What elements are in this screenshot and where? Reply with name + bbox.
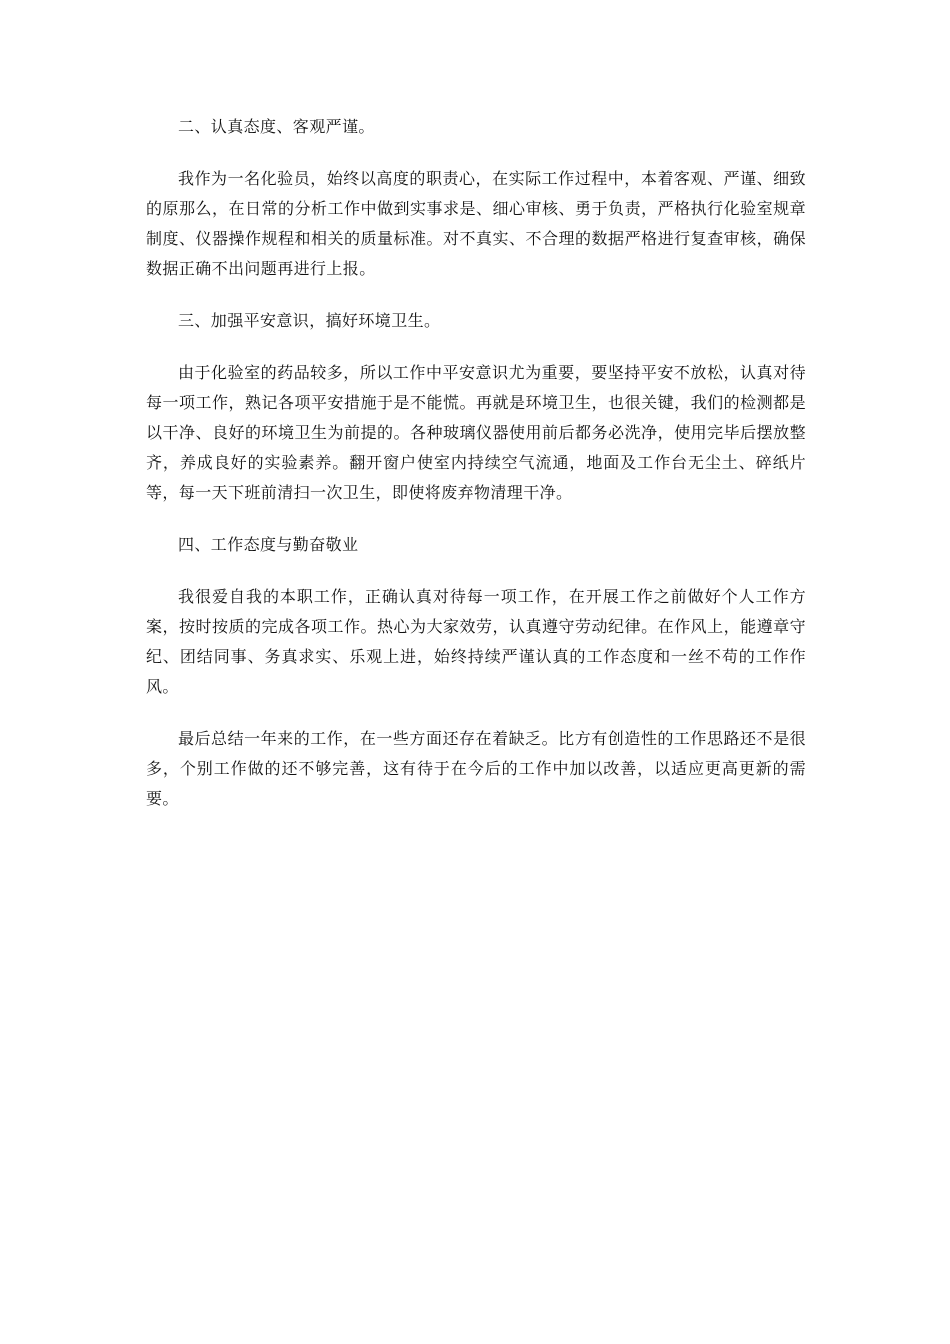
section-heading-4: 四、工作态度与勤奋敬业: [178, 535, 359, 554]
section-heading-3: 三、加强平安意识，搞好环境卫生。: [178, 311, 441, 330]
closing-paragraph: 最后总结一年来的工作，在一些方面还存在着缺乏。比方有创造性的工作思路还不是很多，个别工作做的还不够完善，这有待于在今后的工作中加以改善，以适应更高更新的需要。: [146, 729, 806, 808]
section-heading-2: 二、认真态度、客观严谨。: [178, 117, 375, 136]
section-paragraph-2: 我作为一名化验员，始终以高度的职责心，在实际工作过程中，本着客观、严谨、细致的原那么，在日常的分析工作中做到实事求是、细心审核、勇于负责，严格执行化验室规章制度、仪器操作规程和相关的质量标准。对不真实、不合理的数据严格进行复查审核，确保数据正确不出问题再进行上报。: [146, 169, 806, 278]
section-paragraph-3: 由于化验室的药品较多，所以工作中平安意识尤为重要，要坚持平安不放松，认真对待每一项工作，熟记各项平安措施于是不能慌。再就是环境卫生，也很关键，我们的检测都是以干净、良好的环境卫生为前提的。各种玻璃仪器使用前后都务必洗净，使用完毕后摆放整齐，养成良好的实验素养。翻开窗户使室内持续空气流通，地面及工作台无尘土、碎纸片等，每一天下班前清扫一次卫生，即使将废弃物清理干净。: [146, 363, 806, 502]
document-body: [146, 112, 806, 836]
section-paragraph-4: 我很爱自我的本职工作，正确认真对待每一项工作，在开展工作之前做好个人工作方案，按时按质的完成各项工作。热心为大家效劳，认真遵守劳动纪律。在作风上，能遵章守纪、团结同事、务真求实、乐观上进，始终持续严谨认真的工作态度和一丝不苟的工作作风。: [146, 587, 806, 696]
